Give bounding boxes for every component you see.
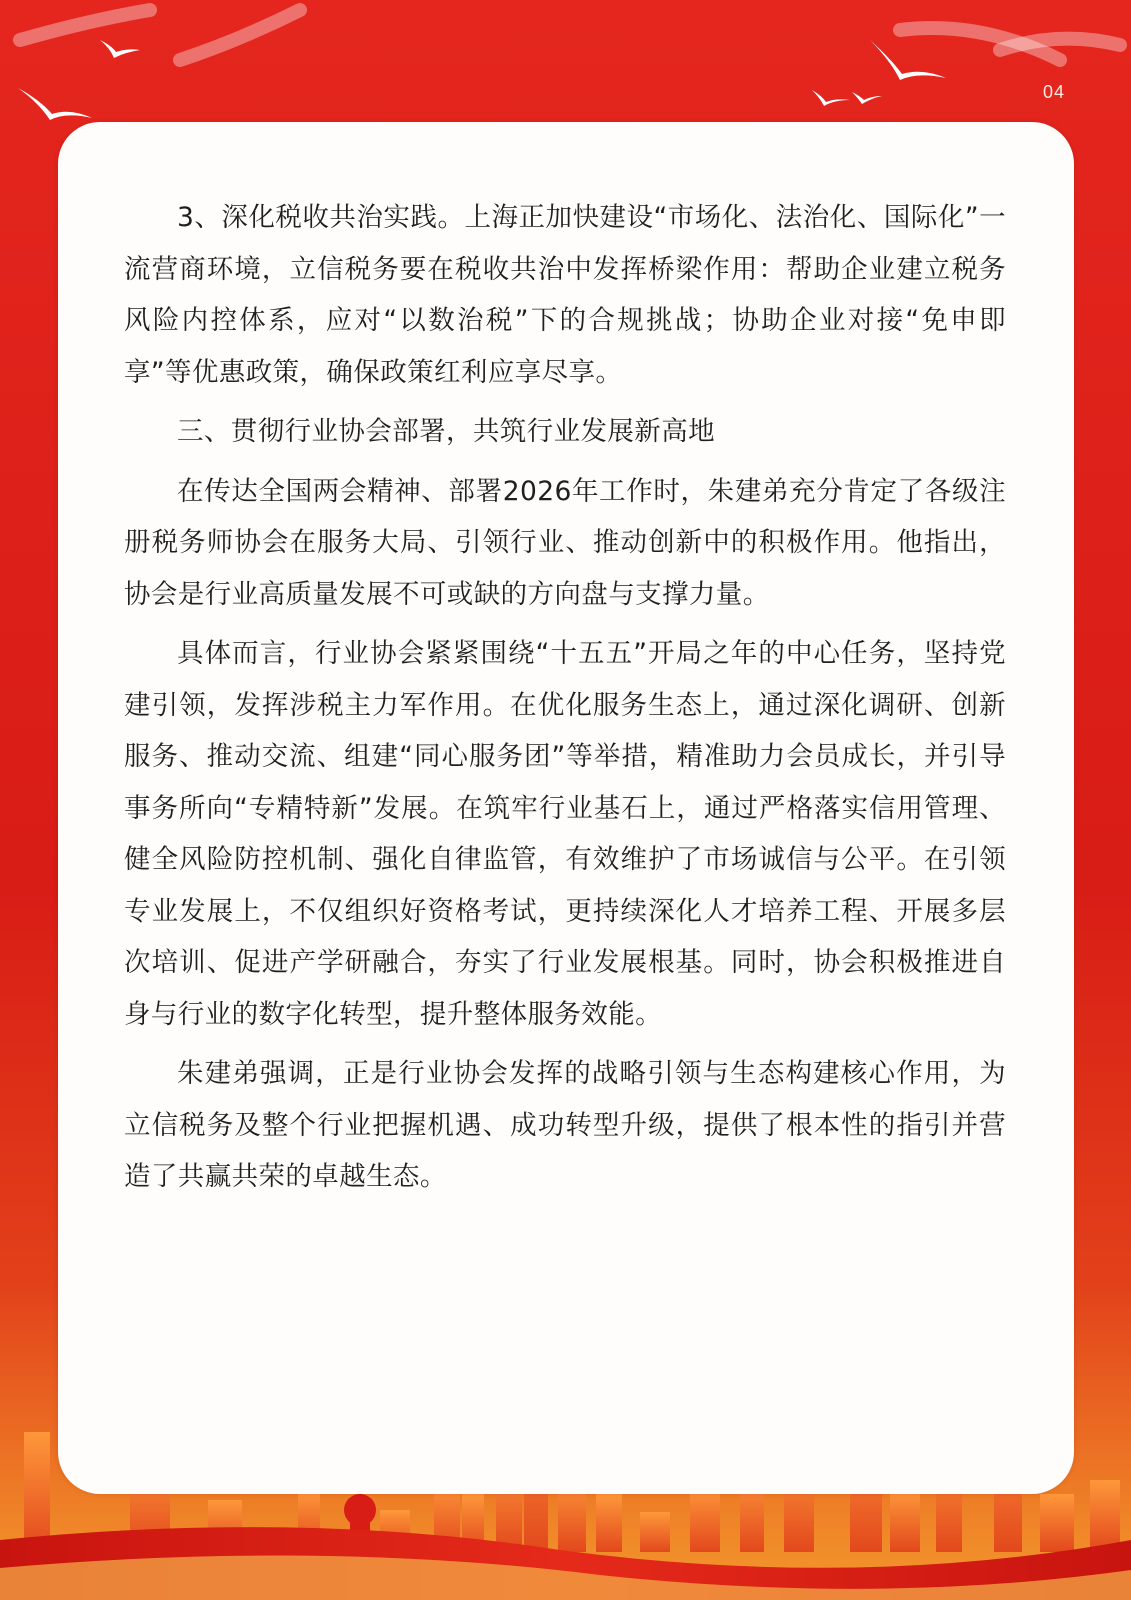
page-number: 04	[1043, 82, 1066, 102]
section-heading: 三、贯彻行业协会部署，共筑行业发展新高地	[177, 416, 715, 447]
paragraph: 3、深化税收共治实践。上海正加快建设“市场化、法治化、国际化”一流营商环境，立信税务要在税收共治中发挥桥梁作用：帮助企业建立税务风险内控体系，应对“以数治税”下的合规挑战；协助企业对接“免申即享”等优惠政策，确保政策红利应享尽享。	[124, 202, 1006, 388]
paragraph: 具体而言，行业协会紧紧围绕“十五五”开局之年的中心任务，坚持党建引领，发挥涉税主力军作用。在优化服务生态上，通过深化调研、创新服务、推动交流、组建“同心服务团”等举措，精准助力会员成长，并引导事务所向“专精特新”发展。在筑牢行业基石上，通过严格落实信用管理、健全风险防控机制、强化自律监管，有效维护了市场诚信与公平。在引领专业发展上，不仅组织好资格考试，更持续深化人才培养工程、开展多层次培训、促进产学研融合，夯实了行业发展根基。同时，协会积极推进自身与行业的数字化转型，提升整体服务效能。	[124, 638, 1006, 1030]
paragraph: 在传达全国两会精神、部署2026年工作时，朱建弟充分肯定了各级注册税务师协会在服务大局、引领行业、推动创新中的积极作用。他指出，协会是行业高质量发展不可或缺的方向盘与支撑力量。	[124, 475, 1006, 610]
article-body	[124, 192, 1006, 1211]
bird-icon	[18, 40, 946, 120]
paragraph: 朱建弟强调，正是行业协会发挥的战略引领与生态构建核心作用，为立信税务及整个行业把握机遇、成功转型升级，提供了根本性的指引并营造了共赢共荣的卓越生态。	[124, 1058, 1006, 1192]
